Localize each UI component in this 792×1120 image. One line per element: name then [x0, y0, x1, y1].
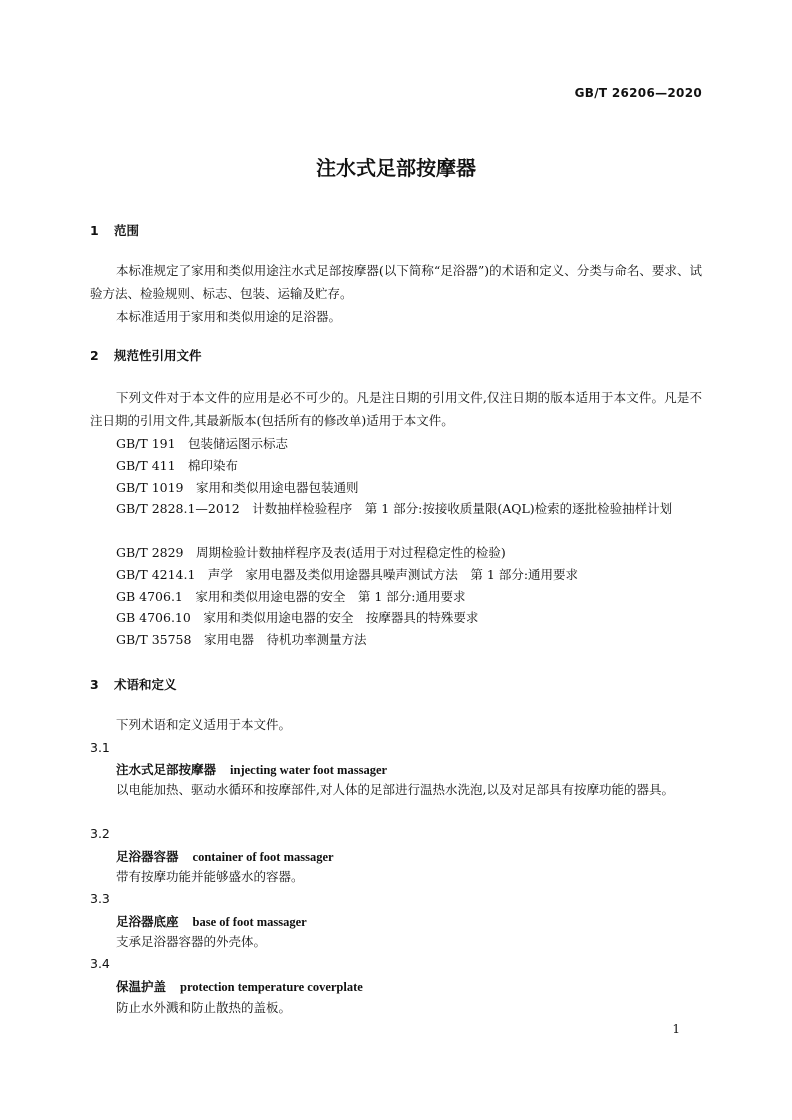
section-title: 规范性引用文件 [114, 348, 202, 363]
document-title: 注水式足部按摩器 [316, 156, 476, 180]
term-definition: 以电能加热、驱动水循环和按摩部件,对人体的足部进行温热水洗泡,以及对足部具有按摩功能的器具。 [116, 782, 674, 797]
section-3-heading [90, 675, 177, 693]
term-english: base of foot massager [192, 915, 307, 929]
reference-item: GB/T 2828.1—2012 计数抽样检验程序 第 1 部分:按接收质量限(AQL)检索的逐批检验抽样计划 [116, 501, 673, 516]
section-1-paragraph-1: 本标准规定了家用和类似用途注水式足部按摩器(以下简称“足浴器”)的术语和定义、分类与命名、要求、试验方法、检验规则、标志、包装、运输及贮存。 [90, 263, 702, 301]
page-number: 1 [672, 1022, 680, 1036]
reference-item: GB/T 191 包装储运图示标志 [116, 436, 289, 451]
section-2-heading [90, 346, 202, 364]
term-english: injecting water foot massager [230, 763, 388, 777]
term-heading [116, 912, 307, 930]
term-definition: 带有按摩功能并能够盛水的容器。 [116, 869, 304, 884]
term-heading [116, 760, 387, 778]
term-english: protection temperature coverplate [180, 980, 363, 994]
term-heading [116, 977, 363, 995]
reference-item: GB/T 411 棉印染布 [116, 458, 239, 473]
term-english: container of foot massager [192, 850, 334, 864]
term-number: 3.1 [90, 740, 110, 755]
section-2-intro: 下列文件对于本文件的应用是必不可少的。凡是注日期的引用文件,仅注日期的版本适用于本文件。凡是不注日期的引用文件,其最新版本(包括所有的修改单)适用于本文件。 [90, 390, 702, 428]
section-1-heading [90, 221, 139, 239]
reference-item: GB/T 2829 周期检验计数抽样程序及表(适用于对过程稳定性的检验) [116, 545, 506, 560]
section-number: 2 [90, 348, 99, 363]
reference-item: GB/T 35758 家用电器 待机功率测量方法 [116, 632, 367, 647]
section-number: 1 [90, 223, 99, 238]
term-number: 3.4 [90, 956, 110, 971]
reference-item: GB/T 4214.1 声学 家用电器及类似用途器具噪声测试方法 第 1 部分:通用要求 [116, 567, 579, 582]
term-definition: 支承足浴器容器的外壳体。 [116, 934, 267, 949]
term-chinese: 足浴器容器 [116, 849, 179, 864]
term-chinese: 注水式足部按摩器 [116, 762, 217, 777]
section-1-paragraph-2: 本标准适用于家用和类似用途的足浴器。 [116, 309, 342, 324]
term-chinese: 保温护盖 [116, 979, 167, 994]
standard-number: GB/T 26206—2020 [574, 86, 702, 100]
term-number: 3.3 [90, 891, 110, 906]
section-3-intro: 下列术语和定义适用于本文件。 [116, 717, 292, 732]
section-title: 术语和定义 [114, 677, 177, 692]
term-definition: 防止水外溅和防止散热的盖板。 [116, 1000, 292, 1015]
reference-item: GB/T 1019 家用和类似用途电器包装通则 [116, 480, 359, 495]
section-title: 范围 [114, 223, 140, 238]
term-heading [116, 847, 334, 865]
term-number: 3.2 [90, 826, 110, 841]
term-chinese: 足浴器底座 [116, 914, 179, 929]
section-number: 3 [90, 677, 99, 692]
reference-item: GB 4706.10 家用和类似用途电器的安全 按摩器具的特殊要求 [116, 610, 479, 625]
reference-item: GB 4706.1 家用和类似用途电器的安全 第 1 部分:通用要求 [116, 589, 466, 604]
